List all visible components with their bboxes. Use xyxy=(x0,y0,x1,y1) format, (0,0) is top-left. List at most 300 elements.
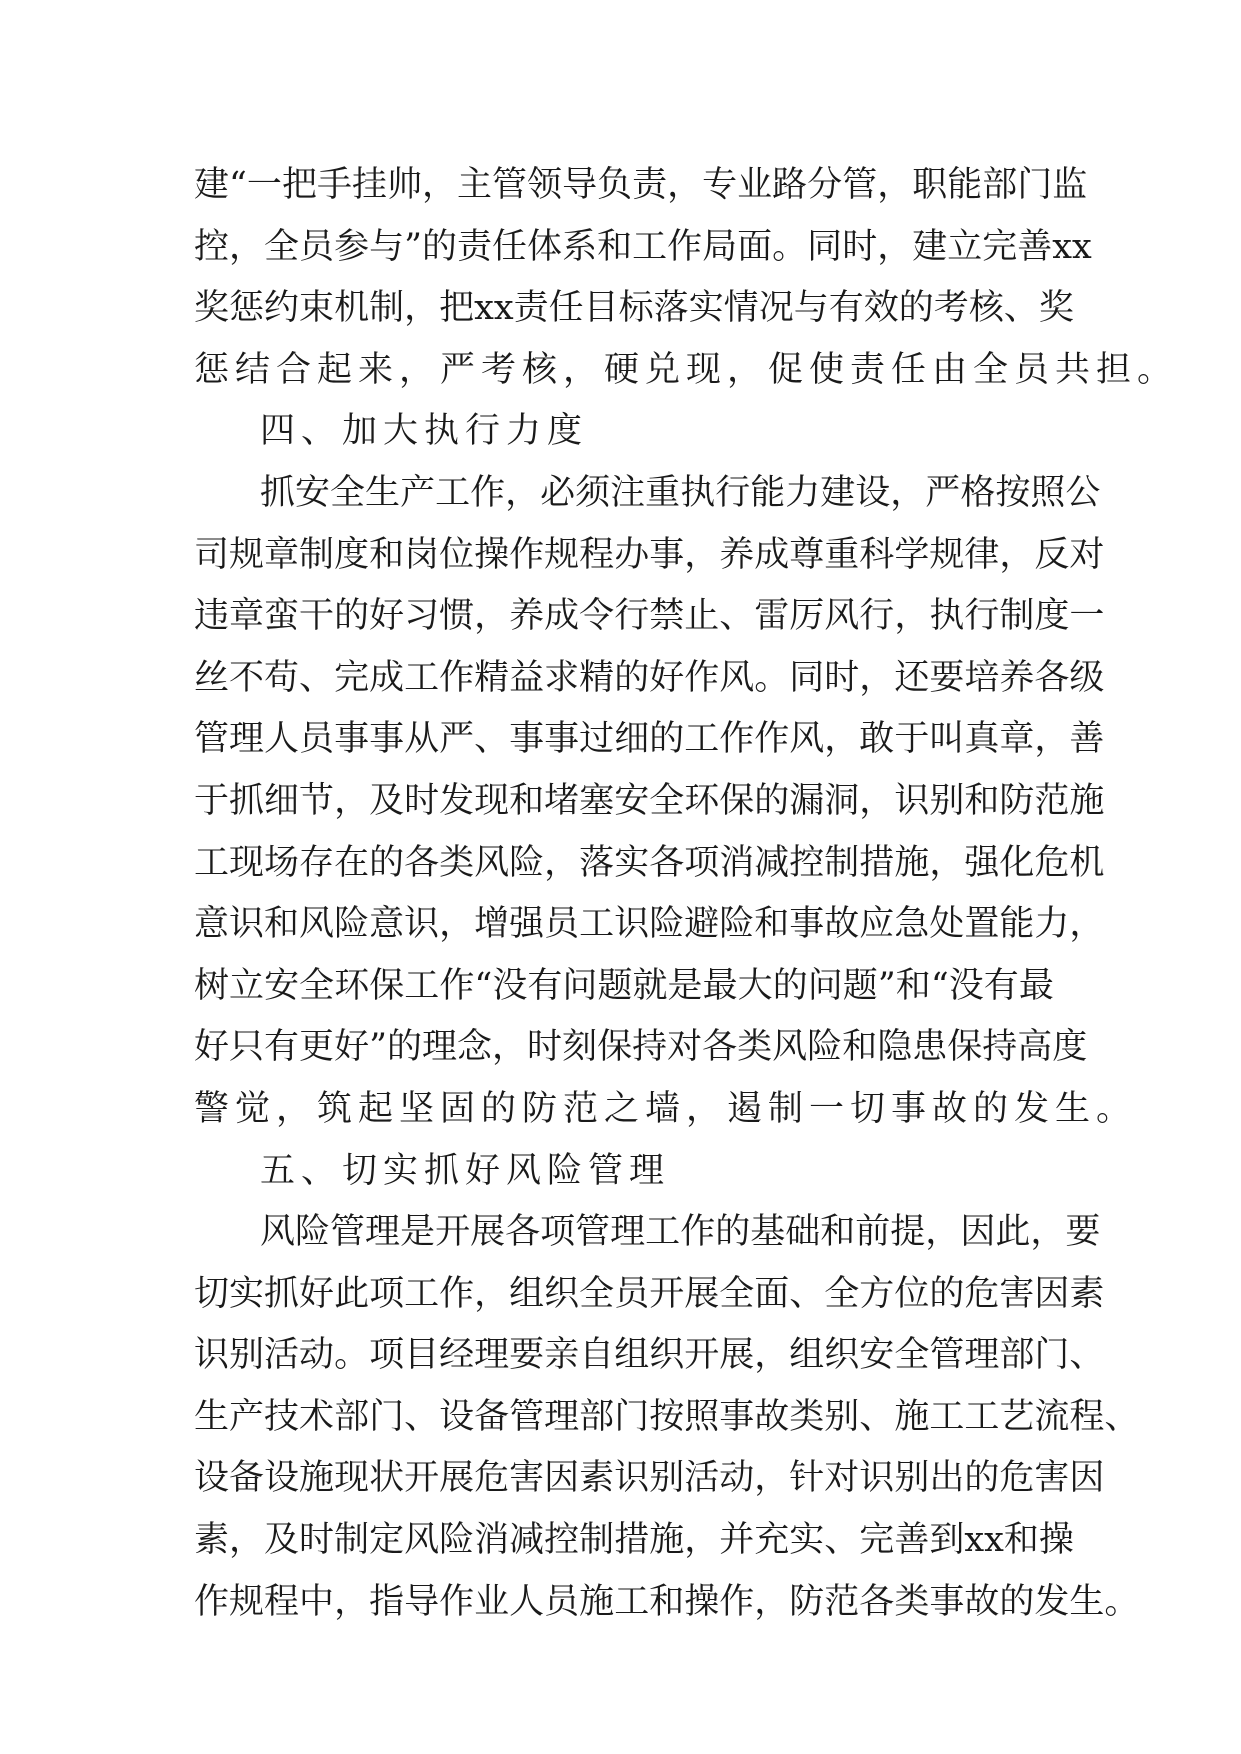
glyph: 蛮 xyxy=(264,596,300,637)
glyph: 严 xyxy=(439,719,475,760)
glyph: 业 xyxy=(737,165,773,205)
glyph: 施 xyxy=(579,1581,615,1622)
glyph: 禁 xyxy=(649,596,685,637)
glyph: 尊 xyxy=(789,534,825,575)
glyph: ， xyxy=(1069,904,1105,945)
glyph: 、 xyxy=(299,657,335,698)
glyph: 展 xyxy=(684,1273,720,1314)
glyph: 抓 xyxy=(229,780,265,821)
glyph: 违 xyxy=(194,596,230,637)
glyph: 执 xyxy=(929,596,965,637)
glyph: 惯 xyxy=(439,596,475,637)
text-line xyxy=(194,840,1105,902)
glyph: 害 xyxy=(999,1273,1035,1314)
glyph: 刻 xyxy=(562,1027,598,1068)
glyph: 的 xyxy=(715,1212,751,1253)
glyph: 体 xyxy=(527,226,563,267)
glyph: 力 xyxy=(785,472,821,513)
glyph: ， xyxy=(684,1520,720,1561)
glyph: 风 xyxy=(299,904,335,945)
glyph: ， xyxy=(754,1581,790,1622)
glyph: 和 xyxy=(649,1581,685,1622)
glyph: 任 xyxy=(548,288,584,329)
glyph: 管 xyxy=(929,1335,965,1376)
glyph: 开 xyxy=(684,1335,720,1376)
glyph: 能 xyxy=(750,472,786,513)
glyph: 专 xyxy=(702,165,738,205)
glyph: 局 xyxy=(702,226,738,267)
glyph: 施 xyxy=(894,842,930,883)
glyph: 门 xyxy=(1017,165,1053,205)
glyph: 的 xyxy=(754,780,790,821)
glyph: 照 xyxy=(1030,472,1066,513)
glyph: 和 xyxy=(597,226,633,267)
glyph: 作 xyxy=(439,1581,475,1622)
glyph: 亲 xyxy=(544,1335,580,1376)
glyph: ， xyxy=(824,719,860,760)
glyph: 考 xyxy=(933,288,969,329)
glyph: 急 xyxy=(894,904,930,945)
glyph: 的 xyxy=(999,1581,1035,1622)
glyph: 产 xyxy=(400,472,436,513)
glyph: 消 xyxy=(719,842,755,883)
glyph: 律 xyxy=(964,534,1000,575)
glyph: 意 xyxy=(369,904,405,945)
glyph: 。 xyxy=(334,1335,370,1376)
glyph: 注 xyxy=(610,472,646,513)
glyph: xx xyxy=(474,288,514,329)
glyph: 好 xyxy=(649,657,685,698)
glyph: 险 xyxy=(649,904,685,945)
glyph: 程 xyxy=(579,534,615,575)
glyph: 和 xyxy=(964,780,1000,821)
glyph: 安 xyxy=(264,965,300,1006)
glyph: 全 xyxy=(894,1335,930,1376)
glyph: 行 xyxy=(859,596,895,637)
glyph: 完 xyxy=(334,657,370,698)
glyph: 立 xyxy=(229,965,265,1006)
glyph: 识 xyxy=(859,1458,895,1499)
glyph: 位 xyxy=(439,534,475,575)
glyph: 情 xyxy=(723,288,759,329)
glyph: 风 xyxy=(772,1027,808,1068)
glyph: 充 xyxy=(754,1520,790,1561)
glyph: 意 xyxy=(194,904,230,945)
glyph: 范 xyxy=(1034,780,1070,821)
glyph: 素 xyxy=(579,1458,615,1499)
paragraph-first-line xyxy=(194,1209,1101,1271)
text-line xyxy=(194,224,1092,286)
glyph: 部 xyxy=(982,165,1018,205)
glyph: 的 xyxy=(614,657,650,698)
glyph: 保 xyxy=(369,965,405,1006)
glyph: 程 xyxy=(1069,1396,1105,1437)
glyph: 效 xyxy=(863,288,899,329)
glyph: ， xyxy=(877,226,913,267)
glyph: 别 xyxy=(894,1458,930,1499)
glyph: 真 xyxy=(964,719,1000,760)
glyph: 题 xyxy=(842,965,878,1006)
glyph: xx xyxy=(1052,226,1092,267)
glyph: 控 xyxy=(789,842,825,883)
glyph: 完 xyxy=(982,226,1018,267)
glyph: 按 xyxy=(995,472,1031,513)
glyph: 的 xyxy=(929,1273,965,1314)
glyph: 各 xyxy=(649,842,685,883)
glyph: 规 xyxy=(929,534,965,575)
glyph: 和 xyxy=(842,1027,878,1068)
glyph: 面 xyxy=(737,226,773,267)
glyph: 开 xyxy=(435,1212,471,1253)
glyph: 的 xyxy=(649,719,685,760)
glyph: 危 xyxy=(964,1273,1000,1314)
glyph: 的 xyxy=(386,1027,422,1068)
glyph: 类 xyxy=(737,1027,773,1068)
glyph: 、 xyxy=(1104,1396,1140,1437)
glyph: 风 xyxy=(404,1520,440,1561)
glyph: 精 xyxy=(474,657,510,698)
glyph: 作 xyxy=(719,719,755,760)
glyph: 丝 xyxy=(194,657,230,698)
glyph: 事 xyxy=(719,1396,755,1437)
glyph: 、 xyxy=(719,596,755,637)
glyph: 作 xyxy=(667,226,703,267)
glyph: ， xyxy=(492,1027,528,1068)
glyph: 是 xyxy=(667,965,703,1006)
glyph: 、 xyxy=(474,719,510,760)
glyph: 时 xyxy=(527,1027,563,1068)
glyph: 过 xyxy=(579,719,615,760)
glyph: 状 xyxy=(369,1458,405,1499)
glyph: 在 xyxy=(334,842,370,883)
glyph: 消 xyxy=(474,1520,510,1561)
glyph: 减 xyxy=(754,842,790,883)
glyph: “ xyxy=(474,965,493,1006)
glyph: 机 xyxy=(334,288,370,329)
glyph: 不 xyxy=(229,657,265,698)
glyph: ， xyxy=(859,780,895,821)
glyph: 度 xyxy=(1034,596,1070,637)
glyph: ， xyxy=(229,226,265,267)
glyph: 避 xyxy=(684,904,720,945)
glyph: 工 xyxy=(645,1212,681,1253)
glyph: 落 xyxy=(653,288,689,329)
glyph: 建 xyxy=(194,165,230,205)
glyph: 识 xyxy=(404,904,440,945)
glyph: 别 xyxy=(824,1396,860,1437)
glyph: 同 xyxy=(807,226,843,267)
glyph: 术 xyxy=(299,1396,335,1437)
glyph: ， xyxy=(859,657,895,698)
glyph: 施 xyxy=(894,1396,930,1437)
glyph: 按 xyxy=(649,1396,685,1437)
glyph: 员 xyxy=(299,226,335,267)
glyph: 的 xyxy=(334,596,370,637)
glyph: ， xyxy=(1034,719,1070,760)
glyph: 从 xyxy=(404,719,440,760)
glyph: 指 xyxy=(369,1581,405,1622)
glyph: 中 xyxy=(299,1581,335,1622)
glyph: 和 xyxy=(820,1212,856,1253)
glyph: 雷 xyxy=(754,596,790,637)
glyph: 堵 xyxy=(544,780,580,821)
glyph: 作 xyxy=(439,657,475,698)
glyph: 把 xyxy=(281,165,317,205)
text-line xyxy=(194,1455,1105,1517)
glyph: 患 xyxy=(912,1027,948,1068)
glyph: 工 xyxy=(194,842,230,883)
glyph: 理 xyxy=(964,1335,1000,1376)
glyph: 风 xyxy=(474,842,510,883)
glyph: 作 xyxy=(470,472,506,513)
glyph: 高 xyxy=(1017,1027,1053,1068)
glyph: 制 xyxy=(299,534,335,575)
glyph: 好 xyxy=(369,596,405,637)
glyph: 习 xyxy=(404,596,440,637)
glyph: 风 xyxy=(719,657,755,698)
glyph: 及 xyxy=(264,1520,300,1561)
glyph: 识 xyxy=(229,904,265,945)
glyph: 制 xyxy=(999,596,1035,637)
glyph: 织 xyxy=(544,1273,580,1314)
text-line xyxy=(194,1579,1140,1641)
glyph: 类 xyxy=(894,1581,930,1622)
glyph: 工 xyxy=(684,719,720,760)
glyph: 理 xyxy=(544,1396,580,1437)
glyph: 能 xyxy=(947,165,983,205)
glyph: ， xyxy=(404,288,440,329)
glyph: 开 xyxy=(649,1273,685,1314)
glyph: 事 xyxy=(649,534,685,575)
glyph: 有 xyxy=(983,965,1019,1006)
glyph: 级 xyxy=(1069,657,1105,698)
glyph: 、 xyxy=(404,1396,440,1437)
glyph: 善 xyxy=(894,1520,930,1561)
glyph: 管 xyxy=(330,1212,366,1253)
glyph: 、 xyxy=(789,1273,825,1314)
glyph: 事 xyxy=(509,719,545,760)
glyph: 把 xyxy=(439,288,475,329)
glyph: 员 xyxy=(299,719,335,760)
glyph: 度 xyxy=(1052,1027,1088,1068)
glyph: ， xyxy=(925,1212,961,1253)
glyph: 成 xyxy=(369,657,405,698)
text-line xyxy=(194,716,1105,778)
glyph: 与 xyxy=(793,288,829,329)
glyph: 事 xyxy=(929,1581,965,1622)
glyph: ， xyxy=(890,472,926,513)
glyph: 路 xyxy=(772,165,808,205)
glyph: 还 xyxy=(894,657,930,698)
glyph: 。 xyxy=(1104,1581,1140,1622)
glyph: ， xyxy=(422,165,458,205)
glyph: 工 xyxy=(404,657,440,698)
glyph: 操 xyxy=(1038,1520,1074,1561)
glyph: 规 xyxy=(229,1581,265,1622)
glyph: 养 xyxy=(509,596,545,637)
glyph: 全 xyxy=(719,1273,755,1314)
glyph: 一 xyxy=(246,165,282,205)
glyph: ， xyxy=(544,842,580,883)
glyph: 行 xyxy=(964,596,1000,637)
glyph: 各 xyxy=(859,1581,895,1622)
glyph: 现 xyxy=(474,780,510,821)
glyph: 事 xyxy=(369,719,405,760)
glyph: 况 xyxy=(758,288,794,329)
glyph: 的 xyxy=(422,226,458,267)
glyph: 问 xyxy=(562,965,598,1006)
glyph: 作 xyxy=(194,1581,230,1622)
glyph: 应 xyxy=(859,904,895,945)
glyph: 此 xyxy=(334,1273,370,1314)
text-line xyxy=(194,963,1054,1025)
glyph: 此 xyxy=(995,1212,1031,1253)
glyph: 门 xyxy=(614,1396,650,1437)
glyph: 成 xyxy=(544,596,580,637)
glyph: 制 xyxy=(334,1520,370,1561)
glyph: 素 xyxy=(194,1520,230,1561)
glyph: 组 xyxy=(789,1335,825,1376)
glyph: 环 xyxy=(684,780,720,821)
glyph: 目 xyxy=(583,288,619,329)
section-heading: 五、切实抓好风险管理 xyxy=(260,1150,671,1191)
glyph: 理 xyxy=(474,1335,510,1376)
glyph: 细 xyxy=(614,719,650,760)
glyph: 工 xyxy=(632,226,668,267)
glyph: 奖 xyxy=(194,288,230,329)
glyph: ， xyxy=(684,534,720,575)
glyph: 要 xyxy=(929,657,965,698)
text-line xyxy=(194,1517,1074,1579)
glyph: 因 xyxy=(1034,1273,1070,1314)
glyph: 严 xyxy=(925,472,961,513)
glyph: 全 xyxy=(299,965,335,1006)
glyph: 实 xyxy=(688,288,724,329)
glyph: 控 xyxy=(194,226,230,267)
glyph: 保 xyxy=(719,780,755,821)
glyph: 行 xyxy=(614,596,650,637)
glyph: 能 xyxy=(999,904,1035,945)
glyph: 组 xyxy=(509,1273,545,1314)
glyph: 害 xyxy=(1034,1458,1070,1499)
text-line: 惩结合起来，严考核，硬兑现，促使责任由全员共担。 xyxy=(194,349,1179,390)
glyph: 员 xyxy=(544,1581,580,1622)
glyph: 管 xyxy=(492,165,528,205)
glyph: ， xyxy=(334,1581,370,1622)
glyph: 各 xyxy=(702,1027,738,1068)
glyph: 处 xyxy=(929,904,965,945)
glyph: 重 xyxy=(645,472,681,513)
glyph: 持 xyxy=(982,1027,1018,1068)
glyph: 流 xyxy=(1034,1396,1070,1437)
glyph: 项 xyxy=(369,1273,405,1314)
glyph: 树 xyxy=(194,965,230,1006)
glyph: 场 xyxy=(264,842,300,883)
glyph: 时 xyxy=(842,226,878,267)
glyph: 的 xyxy=(772,965,808,1006)
glyph: 控 xyxy=(544,1520,580,1561)
glyph: 和 xyxy=(1003,1520,1039,1561)
glyph: 别 xyxy=(649,1458,685,1499)
glyph: 备 xyxy=(474,1396,510,1437)
glyph: 因 xyxy=(544,1458,580,1499)
glyph: 事 xyxy=(789,904,825,945)
glyph: 设 xyxy=(194,1458,230,1499)
glyph: 规 xyxy=(544,534,580,575)
glyph: 的 xyxy=(964,1458,1000,1499)
glyph: 隐 xyxy=(877,1027,913,1068)
glyph: 强 xyxy=(964,842,1000,883)
glyph: 。 xyxy=(772,226,808,267)
glyph: 反 xyxy=(1034,534,1070,575)
glyph: 作 xyxy=(439,1273,475,1314)
glyph: 险 xyxy=(719,904,755,945)
glyph: 度 xyxy=(334,534,370,575)
glyph: 工 xyxy=(964,1396,1000,1437)
glyph: 门 xyxy=(369,1396,405,1437)
glyph: 保 xyxy=(947,1027,983,1068)
glyph: 要 xyxy=(1065,1212,1101,1253)
glyph: ， xyxy=(229,1520,265,1561)
glyph: 任 xyxy=(492,226,528,267)
glyph: 求 xyxy=(544,657,580,698)
glyph: 。 xyxy=(754,657,790,698)
glyph: 和 xyxy=(754,904,790,945)
glyph: 增 xyxy=(474,904,510,945)
glyph: 范 xyxy=(824,1581,860,1622)
glyph: ” xyxy=(877,965,896,1006)
glyph: 行 xyxy=(715,472,751,513)
glyph: 问 xyxy=(807,965,843,1006)
glyph: 备 xyxy=(229,1458,265,1499)
glyph: 有 xyxy=(264,1027,300,1068)
glyph: ， xyxy=(877,165,913,205)
glyph: 危 xyxy=(1034,842,1070,883)
glyph: 故 xyxy=(824,904,860,945)
glyph: 部 xyxy=(579,1396,615,1437)
glyph: 人 xyxy=(509,1581,545,1622)
glyph: 止 xyxy=(684,596,720,637)
glyph: 面 xyxy=(754,1273,790,1314)
glyph: 工 xyxy=(929,1396,965,1437)
text-line xyxy=(194,655,1105,717)
glyph: 只 xyxy=(229,1027,265,1068)
glyph: 题 xyxy=(597,965,633,1006)
glyph: 抓 xyxy=(260,472,296,513)
glyph: 全 xyxy=(330,472,366,513)
glyph: 惩 xyxy=(229,288,265,329)
glyph: 理 xyxy=(365,1212,401,1253)
glyph: “ xyxy=(229,165,247,205)
glyph: 识 xyxy=(194,1335,230,1376)
glyph: 方 xyxy=(859,1273,895,1314)
glyph: 监 xyxy=(1052,165,1088,205)
glyph: 对 xyxy=(667,1027,703,1068)
glyph: 作 xyxy=(509,534,545,575)
glyph: 定 xyxy=(369,1520,405,1561)
glyph: ， xyxy=(894,596,930,637)
glyph: 帅 xyxy=(386,165,422,205)
glyph: 安 xyxy=(614,780,650,821)
glyph: 活 xyxy=(684,1458,720,1499)
glyph: 章 xyxy=(264,534,300,575)
glyph: 没 xyxy=(948,965,984,1006)
glyph: 持 xyxy=(632,1027,668,1068)
glyph: 施 xyxy=(299,1458,335,1499)
glyph: 识 xyxy=(614,1458,650,1499)
glyph: 养 xyxy=(719,534,755,575)
glyph: 立 xyxy=(947,226,983,267)
